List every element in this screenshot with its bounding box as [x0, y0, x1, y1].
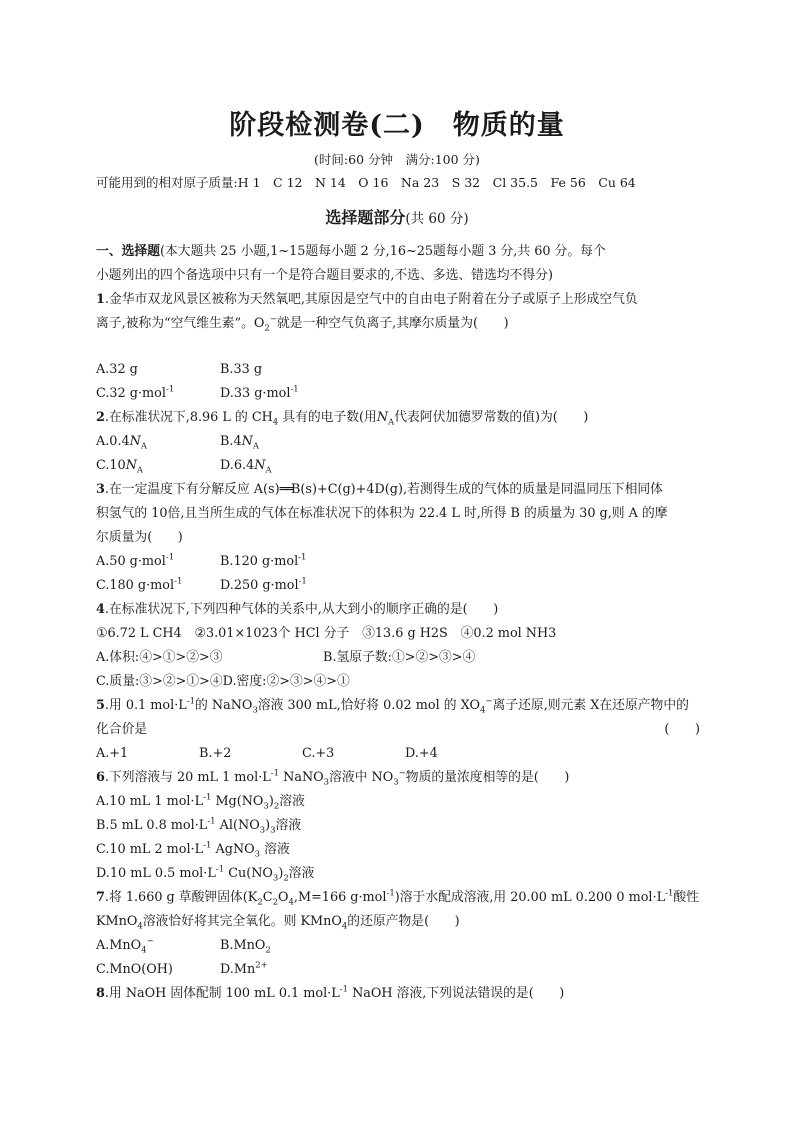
- q7-options-row2: [96, 958, 700, 982]
- q3-option-a[interactable]: A.50 g·mol$^{-1}$: [96, 552, 175, 569]
- section-heading: [0, 205, 794, 228]
- question-3-line2: 积氢气的 10倍,且当所生成的气体在标准状况下的体积为 22.4 L 时,所得 B 的质量为 30 g,则 A 的摩: [96, 506, 668, 521]
- q2-option-d[interactable]: $D.6.4N_A$: [220, 458, 272, 476]
- q5-option-a[interactable]: A.+1: [96, 746, 129, 761]
- q1-options-row2: [96, 382, 700, 406]
- q3-options-row2: [96, 574, 700, 598]
- question-5: 5.用 0.1 $mol\cdot L^{-1}$的 NaNO$_3$溶液 300 mL,恰好将 0.02 mol 的 $XO_4^-$离子还原,则元素 X在还原产物中的: [96, 696, 689, 716]
- q6-option-a[interactable]: A.10 mL 1 $mol\cdot L^{-1}$ $Mg(NO_3)_2$溶液: [96, 792, 305, 812]
- q5-option-d[interactable]: D.+4: [405, 746, 438, 761]
- part-instructions-2: 小题列出的四个备选项中只有一个是符合题目要求的,不选、多选、错选均不得分): [96, 268, 553, 283]
- question-7: 7.将 1.660 g 草酸钾固体($K_2C_2O_4,M=166$ g·mol$^{-1}$)溶于水配成溶液,用 20.00 mL 0.200 0 $mol\cdot L^{-1}$酸性: [96, 888, 699, 908]
- q5-option-b[interactable]: B.+2: [199, 746, 232, 761]
- q3-option-c[interactable]: C.180 g·mol$^{-1}$: [96, 576, 183, 593]
- q2-option-b[interactable]: $B.4N_A$: [220, 434, 259, 452]
- question-3: 3.在一定温度下有分解反应 A(s)══B(s)+C(g)+4D(g),若测得生成的气体的质量是同温同压下相同体: [96, 478, 700, 502]
- atomic-masses: 可能用到的相对原子质量:H 1 C 12 N 14 O 16 Na 23 S 32 Cl 35.5 Fe 56 Cu 64: [96, 175, 636, 190]
- q2-options-row2: [96, 454, 700, 478]
- question-8: 8.用 NaOH 固体配制 100 mL 0.1 $mol\cdot L^{-1}$ NaOH 溶液,下列说法错误的是( ): [96, 984, 565, 1001]
- q3-option-d[interactable]: D.250 g·mol$^{-1}$: [220, 576, 307, 593]
- q4-option-cd[interactable]: C.质量:③>②>①>④D.密度:②>③>④>①: [96, 674, 350, 689]
- question-4: 4.在标准状况下,下列四种气体的关系中,从大到小的顺序正确的是( ): [96, 602, 499, 617]
- question-5-line2: 化合价是 ( ): [96, 718, 700, 742]
- q7-option-c[interactable]: C.MnO(OH): [96, 962, 173, 977]
- part-instructions: 一、选择题(本大题共 25 小题,1~15题每小题 2 分,16~25题每小题 3 分,共 60 分。每个: [96, 244, 606, 259]
- equals-arrow: ══: [279, 482, 292, 497]
- q1-option-d[interactable]: D.33 g·mol$^{-1}$: [220, 384, 299, 401]
- question-3-line3: 尔质量为( ): [96, 530, 183, 545]
- q7-options-row1: [96, 934, 700, 958]
- q2-options-row1: [96, 430, 700, 454]
- section-score: (共 60 分): [405, 211, 469, 227]
- page-title: 阶段检测卷(二) 物质的量: [229, 110, 565, 141]
- q1-option-c[interactable]: C.32 g·mol$^{-1}$: [96, 384, 175, 401]
- question-4-list: ①6.72 L CH4 ②3.01×1023个 HCl 分子 ③13.6 g H2S ④0.2 mol NH3: [96, 626, 557, 641]
- question-6: 6.下列溶液与 20 mL 1 $mol\cdot L^{-1}$ NaNO$_3$溶液中 $NO_3^-$物质的量浓度相等的是( ): [96, 768, 570, 788]
- question-1: 1.金华市双龙风景区被称为天然氧吧,其原因是空气中的自由电子附着在分子或原子上形成空气负: [96, 292, 638, 307]
- section-title: 选择题部分: [325, 208, 406, 227]
- q7-option-a[interactable]: A.MnO$_4$−: [96, 936, 154, 956]
- q1-options-row1: [96, 358, 700, 382]
- q7-option-b[interactable]: B.MnO$_2$: [220, 938, 271, 956]
- q6-option-b[interactable]: B.5 mL 0.8 $mol\cdot L^{-1}$ $Al(NO_3)_3$溶液: [96, 816, 302, 836]
- q1-option-a[interactable]: A.32 g: [96, 362, 138, 377]
- q6-option-c[interactable]: C.10 mL 2 $mol\cdot L^{-1}$ AgNO$_3$ 溶液: [96, 840, 290, 860]
- q6-option-d[interactable]: D.10 mL 0.5 $mol\cdot L^{-1}$ $Cu(NO_3)_2$溶液: [96, 864, 315, 884]
- q4-option-b[interactable]: B.氢原子数:①>②>③>④: [323, 650, 476, 665]
- q5-options: [96, 742, 700, 766]
- q7-option-d[interactable]: $D.Mn^{2+}$: [220, 960, 268, 977]
- q3-option-b[interactable]: B.120 g·mol$^{-1}$: [220, 552, 307, 569]
- question-1-line2: 离子,被称为“空气维生素”。$O_2^-$就是一种空气负离子,其摩尔质量为( ): [96, 314, 509, 334]
- q4-option-a[interactable]: A.体积:④>①>②>③: [96, 650, 223, 665]
- q5-option-c[interactable]: C.+3: [302, 746, 335, 761]
- answer-paren: ( ): [664, 722, 700, 737]
- q1-option-b[interactable]: B.33 g: [220, 362, 263, 377]
- q4-options-row2: [96, 670, 700, 694]
- question-body: [96, 240, 700, 1006]
- q4-options-row1: [96, 646, 700, 670]
- question-7-line2: KMnO$_4$溶液恰好将其完全氧化。则 KMnO$_4$的还原产物是( ): [96, 914, 460, 932]
- q3-options-row1: [96, 550, 700, 574]
- question-2: 2.在标准状况下,8.96 L 的 $CH_4$ 具有的电子数(用$N_A$代表阿伏加德罗常数的值)为( ): [96, 410, 589, 428]
- q2-option-a[interactable]: $A.0.4N_A$: [96, 434, 148, 452]
- time-info: (时间:60 分钟 满分:100 分): [314, 152, 480, 167]
- q2-option-c[interactable]: $C.10N_A$: [96, 458, 144, 476]
